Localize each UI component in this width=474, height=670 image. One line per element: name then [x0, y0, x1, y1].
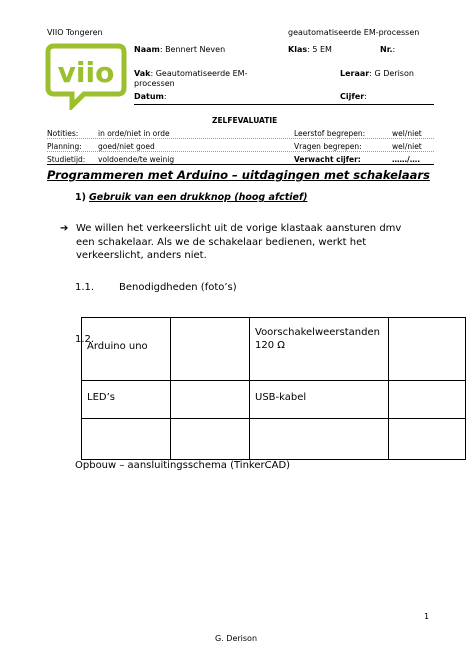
table-cell [389, 318, 466, 381]
page-number: 1 [424, 612, 430, 621]
materials-table [81, 317, 466, 460]
eval-label-leerstof: Leerstof begrepen: [294, 129, 366, 138]
eval-value-planning: goed/niet goed [98, 142, 155, 151]
footer-author: G. Derison [215, 634, 258, 643]
zelfevaluatie-heading: ZELFEVALUATIE [212, 116, 278, 125]
vak-field-continued: processen [134, 79, 175, 88]
logo-text: viio [57, 56, 115, 89]
eval-label-notities: Notities: [47, 129, 79, 138]
intro-text: We willen het verkeerslicht uit de vorige klastaak aansturen dmv een schakelaar. Als we de schakelaar bedienen, werkt het verkeerslicht, anders niet. [76, 223, 402, 261]
section-1-title: Gebruik van een drukknop (hoog afctief) [88, 192, 308, 203]
eval-label-vragen: Vragen begrepen: [294, 142, 362, 151]
eval-value-leerstof: wel/niet [392, 129, 422, 138]
naam-field: Naam: Bennert Neven [134, 45, 226, 54]
table-cell [389, 381, 466, 419]
cijfer-field: Cijfer: [340, 92, 367, 101]
table-cell [171, 419, 250, 460]
eval-divider-1 [47, 138, 434, 139]
eval-label-verwacht-cijfer: Verwacht cijfer: [294, 155, 361, 164]
table-row [82, 318, 466, 381]
cell-text: Arduino uno [87, 341, 148, 352]
table-cell [250, 381, 389, 419]
header-separator [134, 104, 434, 105]
eval-value-notities: in orde/niet in orde [98, 129, 170, 138]
subsection-1-1-title: Benodigdheden (foto’s) [119, 282, 237, 293]
table-cell [250, 318, 389, 381]
section-1-heading [75, 192, 307, 203]
eval-value-verwacht-cijfer: ……/…. [392, 155, 421, 164]
table-cell [82, 419, 171, 460]
cell-text: USB-kabel [255, 392, 307, 403]
cell-text: Voorschakelweerstanden 120 Ω [255, 327, 380, 351]
leraar-field: Leraar: G Derison [340, 69, 414, 78]
table-cell [250, 419, 389, 460]
eval-label-studietijd: Studietijd: [47, 155, 86, 164]
viio-logo [44, 42, 128, 110]
department-name: geautomatiseerde EM-processen [288, 28, 420, 37]
school-name: VIIO Tongeren [47, 28, 103, 37]
document-title: Programmeren met Arduino – uitdagingen met schakelaars [47, 168, 430, 182]
subsection-1-2-number: 1.2. [75, 334, 95, 345]
table-cell [82, 318, 171, 381]
table-row [82, 419, 466, 460]
subsection-1-1-number: 1.1. [75, 282, 95, 293]
table-cell [171, 318, 250, 381]
eval-divider-2 [47, 151, 434, 152]
table-cell [171, 381, 250, 419]
table-row [82, 381, 466, 419]
datum-field: Datum: [134, 92, 167, 101]
nr-field: Nr.: [380, 45, 396, 54]
opbouw-heading: Opbouw – aansluitingsschema (TinkerCAD) [75, 460, 291, 471]
intro-paragraph [60, 222, 420, 263]
vak-field: Vak: Geautomatiseerde EM- [134, 69, 248, 78]
klas-field: Klas: 5 EM [288, 45, 332, 54]
eval-value-vragen: wel/niet [392, 142, 422, 151]
section-1-number: 1) [75, 192, 86, 203]
eval-value-studietijd: voldoende/te weinig [98, 155, 175, 164]
eval-label-planning: Planning: [47, 142, 82, 151]
cell-text: LED’s [87, 392, 115, 403]
eval-divider-3 [47, 164, 434, 165]
table-cell [82, 381, 171, 419]
table-cell [389, 419, 466, 460]
arrow-right-icon: ➔ [60, 223, 69, 234]
